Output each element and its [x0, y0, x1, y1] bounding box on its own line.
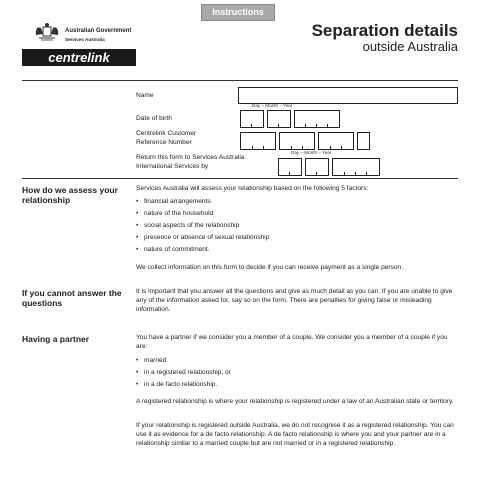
partner-intro: You have a partner if we consider you a member of a couple. We consider you a member of a couple if you are: [136, 334, 448, 350]
dob-hint: Day – Month – Year [252, 103, 293, 108]
crn-field-part1[interactable] [240, 132, 276, 150]
coat-of-arms-icon [33, 21, 61, 43]
cannot-answer-text: It is important that you answer all the questions and give as much detail as you can. If you are unable to give any of the information asked for, say so on the form. There are penalties for giving false or misleading information. [136, 288, 453, 313]
dob-year-field[interactable] [294, 110, 340, 128]
return-year-field[interactable] [332, 158, 380, 176]
list-item: • in a de facto relationship. [136, 379, 458, 391]
page-subtitle: outside Australia [362, 39, 458, 54]
registered-relationship-text: A registered relationship is where your relationship is registered under a law of an Australian state or territory. [136, 398, 454, 405]
crn-label-line2: Reference Number [136, 139, 192, 146]
partner-list [136, 355, 458, 391]
page-title: Separation details [311, 21, 458, 40]
name-label: Name [136, 92, 154, 99]
assess-heading: How do we assess your relationship [22, 185, 118, 205]
list-item: • in a registered relationship, or [136, 367, 458, 379]
name-field[interactable] [238, 87, 458, 104]
return-date-hint: Day – Month – Year [291, 150, 332, 155]
crn-label-line1: Centrelink Customer [136, 130, 197, 137]
list-item: • social aspects of the relationship [136, 220, 458, 232]
centrelink-logo: centrelink [22, 49, 136, 66]
assess-intro: Services Australia will assess your relationship based on the following 5 factors: [136, 185, 369, 192]
instructions-button[interactable]: Instructions [201, 4, 275, 21]
crn-field-part3[interactable] [318, 132, 354, 150]
dob-month-field[interactable] [267, 110, 291, 128]
assess-outro: We collect information on this form to decide if you can receive payment as a single person. [136, 264, 404, 271]
partner-heading: Having a partner [22, 334, 90, 344]
header-divider [22, 80, 458, 81]
crn-field-part2[interactable] [279, 132, 315, 150]
overseas-relationship-text: If your relationship is registered outside Australia, we do not recognise it as a registered relationship. You can use it as evidence for a de facto relationship. A de facto relationship is where you and your partner are in a relationship similar to a married couple but are not married or in a registered relationship. [136, 422, 454, 447]
dob-day-field[interactable] [240, 110, 264, 128]
list-item: • nature of commitment. [136, 244, 458, 256]
government-name: Australian Government [65, 28, 132, 34]
dob-label: Date of birth [136, 115, 172, 122]
assess-factor-list [136, 196, 458, 256]
list-item: • married [136, 355, 458, 367]
crn-field-part4[interactable] [357, 132, 370, 150]
list-item: • nature of the household [136, 208, 458, 220]
return-label-line2: International Services by [136, 163, 209, 170]
form-divider [22, 178, 458, 179]
return-month-field[interactable] [305, 158, 329, 176]
list-item: • presence or absence of sexual relationship [136, 232, 458, 244]
return-day-field[interactable] [278, 158, 302, 176]
cannot-answer-heading: If you cannot answer the questions [22, 288, 122, 308]
list-item: • financial arrangements [136, 196, 458, 208]
agency-name: Services Australia [65, 37, 105, 42]
return-label-line1: Return this form to Services Australia [136, 154, 245, 161]
